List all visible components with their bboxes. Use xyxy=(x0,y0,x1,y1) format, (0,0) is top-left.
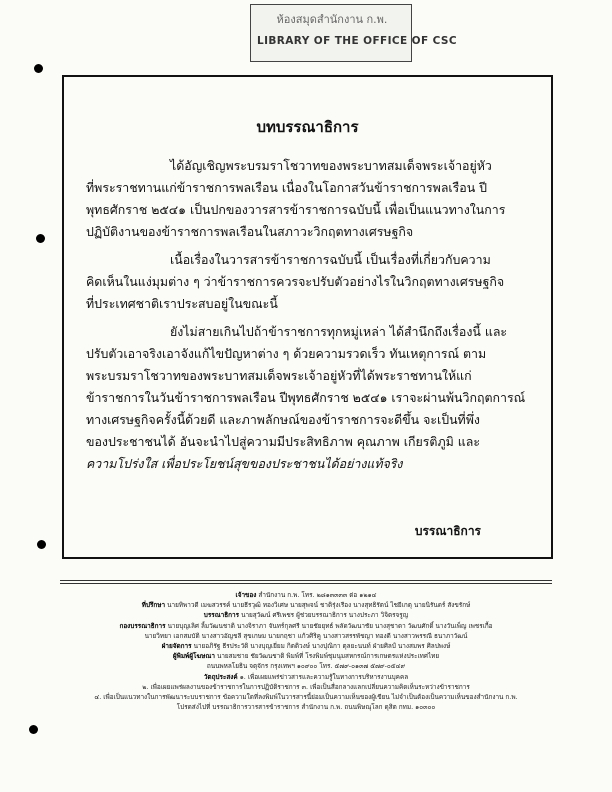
credit-row xyxy=(60,661,552,671)
text-line: ได้อัญเชิญพระบรมราโชวาทของพระบาทสมเด็จพระเจ้าอยู่หัว xyxy=(170,158,492,173)
credit-text: ๑. เพื่อเผยแพร่ข่าวสารและความรู้ในทางการบริหารงานบุคคล xyxy=(239,672,409,681)
text-line: ข้าราชการในวันข้าราชการพลเรือน ปีพุทธศักราช ๒๕๔๑ เราจะผ่านพ้นวิกฤตการณ์ xyxy=(86,390,526,405)
credit-row xyxy=(60,672,552,682)
credit-label: กองบรรณาธิการ xyxy=(119,621,166,630)
credit-text: สำนักงาน ก.พ. โทร. ๒๘๑๓๓๓๓ ต่อ ๑๒๑๔ xyxy=(258,591,377,599)
text-line: ยังไม่สายเกินไปถ้าข้าราชการทุกหมู่เหล่า ได้สำนึกถึงเรื่องนี้ และ xyxy=(170,324,508,339)
top-divider xyxy=(60,580,552,581)
credit-label: ที่ปรึกษา xyxy=(141,601,166,610)
library-stamp xyxy=(250,4,457,62)
text-line: ปรับตัวเอาจริงเอาจังแก้ไขปัญหาต่าง ๆ ด้วยความรวดเร็ว ทันเหตุการณ์ ตาม xyxy=(86,346,487,361)
credit-text: นายอภิรัฐ ธีรประวัติ นางบุญเยี่ยม กิตติวงษ์ นางปุณิกา ตุลยะนนท์ ฝ่ายศิลป์ นางสมพร ศิลปพงษ์ xyxy=(193,642,451,651)
credit-text: โปรดส่งไปที่ บรรณาธิการวารสารข้าราชการ สำนักงาน ก.พ. ถนนพิษณุโลก ดุสิต กทม. ๑๐๓๐๐ xyxy=(176,703,436,712)
punch-hole xyxy=(29,725,38,734)
text-line: ที่ประเทศชาติเราประสบอยู่ในขณะนี้ xyxy=(86,296,278,311)
text-line: เนื้อเรื่องในวารสารข้าราชการฉบับนี้ เป็นเรื่องที่เกี่ยวกับความ xyxy=(170,252,491,267)
stamp-thai-text: ห้องสมุดสำนักงาน ก.พ. xyxy=(276,13,388,26)
credit-text: นายสมชาย ชัยวัฒนชาติ พิมพ์ที่ โรงพิมพ์ชุมนุมสหกรณ์การเกษตรแห่งประเทศไทย xyxy=(216,652,440,661)
punch-hole xyxy=(34,64,43,73)
credit-label: เจ้าของ xyxy=(235,591,257,599)
credit-row xyxy=(60,631,552,641)
text-line: ที่พระราชทานแก่ข้าราชการพลเรือน เนื่องในโอกาสวันข้าราชการพลเรือน ปี xyxy=(86,180,488,195)
credit-text: นายสุวัฒน์ ศรีเพชร ผู้ช่วยบรรณาธิการ นางประภา วิจิตรจรูญ xyxy=(241,611,409,620)
editorial-body xyxy=(86,155,537,481)
credit-text: นายวิทยา เอกสมบัติ นางสาวอัญชลี สุขเกษม นายกฤชา แก้วศิริคู นางสาวสรรพัชญา ทองดี นางสาวพรรณี ธนาภาวัฒน์ xyxy=(144,631,468,640)
punch-hole xyxy=(36,234,45,243)
editorial-frame xyxy=(62,75,553,559)
credit-row xyxy=(60,600,552,610)
punch-hole xyxy=(37,540,46,549)
editorial-title: บทบรรณาธิการ xyxy=(256,118,359,136)
credit-text: นายทิพาวดี เมฆสวรรค์ นายธีรวุฒิ ทองวิเศษ นายสุพจน์ ชาติรุ่งเรือง นางสุทธิรัตน์ ไชยีเกตุ นายนิรันดร์ สังขรักษ์ xyxy=(167,601,471,610)
credit-row xyxy=(60,702,552,712)
text-line: พุทธศักราช ๒๕๔๑ เป็นปกของวารสารข้าราชการฉบับนี้ เพื่อเป็นแนวทางในการ xyxy=(86,202,506,217)
credit-text: ถนนพหลโยธิน จตุจักร กรุงเทพฯ ๑๐๙๐๐ โทร. ๕๗๙-๐๑๓๗ ๕๗๙-๐๕๔๙ xyxy=(206,662,406,671)
credit-label: ฝ่ายจัดการ xyxy=(161,642,192,651)
credit-text: ๔. เพื่อเป็นแนวทางในการพัฒนาระบบราชการ ข้อความใดที่ลงพิมพ์ในวารสารนี้ย่อมเป็นความเห็นของผู้เขียน ไม่จำเป็นต้องเป็นความเห็นของสำนักงาน ก.พ. xyxy=(94,693,518,702)
credit-label: วัตถุประสงค์ xyxy=(203,672,238,681)
text-line: ของประชาชนได้ อันจะนำไปสู่ความมีประสิทธิภาพ คุณภาพ เกียรติภูมิ และ xyxy=(86,434,480,449)
credit-row xyxy=(60,641,552,651)
text-line: ปฏิบัติงานของข้าราชการพลเรือนในสภาวะวิกฤตทางเศรษฐกิจ xyxy=(86,224,414,239)
credit-row xyxy=(60,651,552,661)
credit-row xyxy=(60,621,552,631)
credit-label: บรรณาธิการ xyxy=(203,611,240,620)
editor-signature: บรรณาธิการ xyxy=(414,524,481,538)
credit-row xyxy=(60,682,552,692)
credit-row xyxy=(60,692,552,702)
credit-row xyxy=(60,610,552,620)
text-line: ทางเศรษฐกิจครั้งนี้ด้วยดี และภาพลักษณ์ของข้าราชการจะดีขึ้น จะเป็นที่พึ่ง xyxy=(86,412,480,427)
credit-label: ผู้พิมพ์ผู้โฆษณา xyxy=(172,652,215,661)
second-divider xyxy=(60,583,552,584)
stamp-english-text: LIBRARY OF THE OFFICE OF CSC xyxy=(257,35,457,47)
credit-row xyxy=(60,590,552,600)
text-line: ความโปร่งใส เพื่อประโยชน์สุขของประชาชนได้อย่างแท้จริง xyxy=(86,456,403,471)
editorial-paragraph xyxy=(86,155,537,243)
editorial-paragraph xyxy=(86,249,537,315)
text-line: คิดเห็นในแง่มุมต่าง ๆ ว่าข้าราชการควรจะปรับตัวอย่างไรในวิกฤตทางเศรษฐกิจ xyxy=(86,274,505,289)
credit-text: ๒. เพื่อเผยแพร่ผลงานของข้าราชการในการปฏิบัติราชการ ๓. เพื่อเป็นสื่อกลางแลกเปลี่ยนความคิดเห็นระหว่างข้าราชการ xyxy=(142,682,470,691)
credit-text: นายบุญเลิศ ลิ้มวัฒนชาติ นางจิราภา จันทร์กุลศรี นายชัยยุทธ์ พลัดวัฒนาชัย นางสุชาดา วัฒนศักดิ์ นางวันเพ็ญ เพชรเกื้อ xyxy=(167,621,493,630)
masthead-credits xyxy=(60,590,552,712)
editorial-paragraph xyxy=(86,321,537,475)
text-line: พระบรมราโชวาทของพระบาทสมเด็จพระเจ้าอยู่หัวที่ได้พระราชทานให้แก่ xyxy=(86,368,472,383)
